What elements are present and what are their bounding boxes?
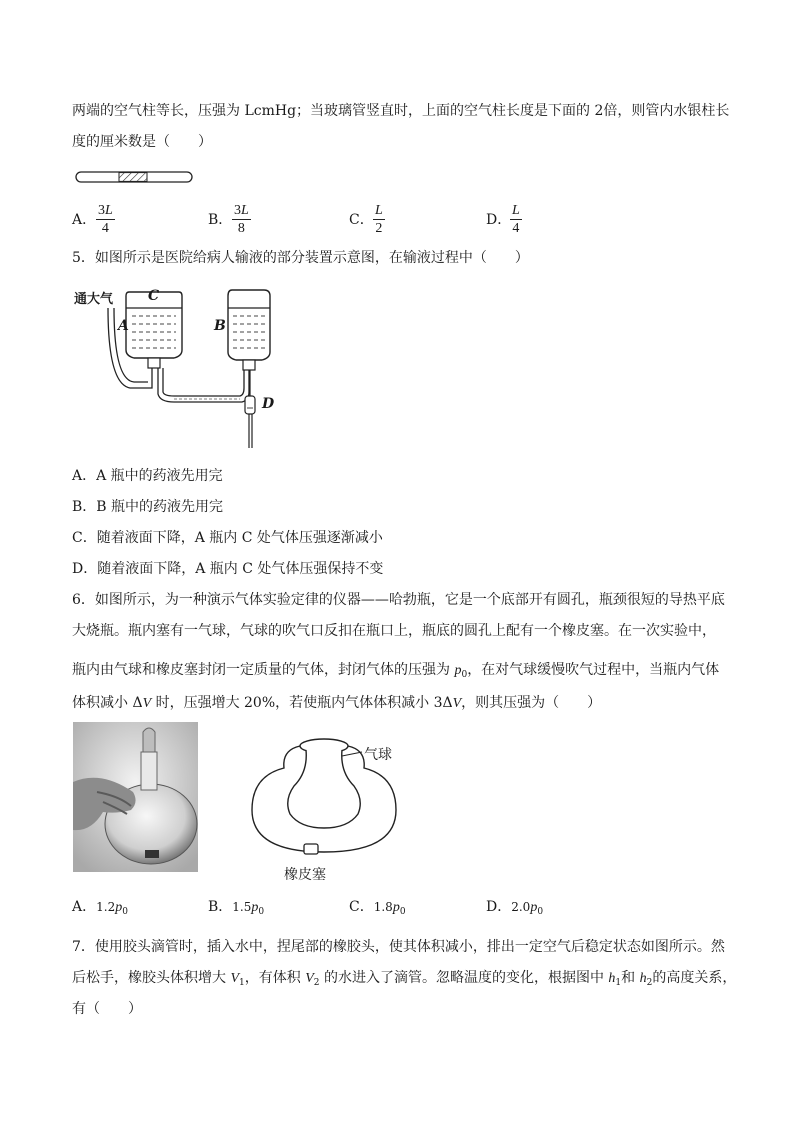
q6-option-d[interactable]: D．$2.0p_0$ <box>486 899 544 917</box>
label-point-c: C <box>148 288 160 304</box>
q7-stem-line-3: 有（ ） <box>72 1001 142 1017</box>
q4-tube-figure <box>74 166 196 188</box>
q5-option-c[interactable]: C．随着液面下降，A 瓶内 C 处气体压强逐渐减小 <box>72 530 383 546</box>
mercury-column <box>119 173 147 182</box>
q6-option-c[interactable]: C．$1.8p_0$ <box>349 899 406 917</box>
label-balloon: 气球 <box>364 747 392 763</box>
label-bottle-b: B <box>214 318 226 334</box>
q6-stem-line-4: 体积减小 ΔV 时，压强增大 20%，若使瓶内气体体积减小 3ΔV，则其压强为（ ） <box>72 695 602 711</box>
q7-stem-line-2: 后松手，橡胶头体积增大 $V_1$，有体积 $V_2$ 的水进入了滴管。忽略温度的变化，根据图中 $h_1$和 $h_2$的高度关系， <box>72 970 737 988</box>
q6-option-b[interactable]: B．$1.5p_0$ <box>208 899 265 917</box>
q7-stem-line-1: 7．使用胶头滴管时，插入水中，捏尾部的橡胶头，使其体积减小，排出一定空气后稳定状态如图所示。然 <box>72 939 725 955</box>
q5-infusion-figure <box>74 284 294 454</box>
label-air: 通大气 <box>74 292 114 307</box>
q6-stem-line-2: 大烧瓶。瓶内塞有一气球，气球的吹气口反扣在瓶口上，瓶底的圆孔上配有一个橡皮塞。在一次实验中， <box>72 623 716 639</box>
q6-stem-line-3: 瓶内由气球和橡皮塞封闭一定质量的气体，封闭气体的压强为 $p_0$，在对气球缓慢吹气过程中，当瓶内气体 <box>72 662 720 680</box>
label-dropper-d: D <box>262 396 275 412</box>
q6-stem-line-1: 6．如图所示，为一种演示气体实验定律的仪器——哈勃瓶，它是一个底部开有圆孔，瓶颈很短的导热平底 <box>72 592 725 608</box>
label-bottle-a: A <box>118 318 129 334</box>
q6-flask-photo <box>73 722 198 872</box>
q5-stem: 5．如图所示是医院给病人输液的部分装置示意图，在输液过程中（ ） <box>72 250 529 266</box>
q6-flask-diagram <box>244 728 424 888</box>
q4-stem-line-2: 度的厘米数是（ ） <box>72 134 212 150</box>
q5-option-a[interactable]: A．A 瓶中的药液先用完 <box>72 468 223 484</box>
label-stopper: 橡皮塞 <box>284 867 326 883</box>
q5-option-b[interactable]: B．B 瓶中的药液先用完 <box>72 499 224 515</box>
q4-stem-line-1: 两端的空气柱等长，压强为 LcmHg；当玻璃管竖直时，上面的空气柱长度是下面的 2倍，则管内水银柱长 <box>72 103 730 119</box>
q5-option-d[interactable]: D．随着液面下降，A 瓶内 C 处气体压强保持不变 <box>72 561 384 577</box>
q6-option-a[interactable]: A．$1.2p_0$ <box>72 899 128 917</box>
